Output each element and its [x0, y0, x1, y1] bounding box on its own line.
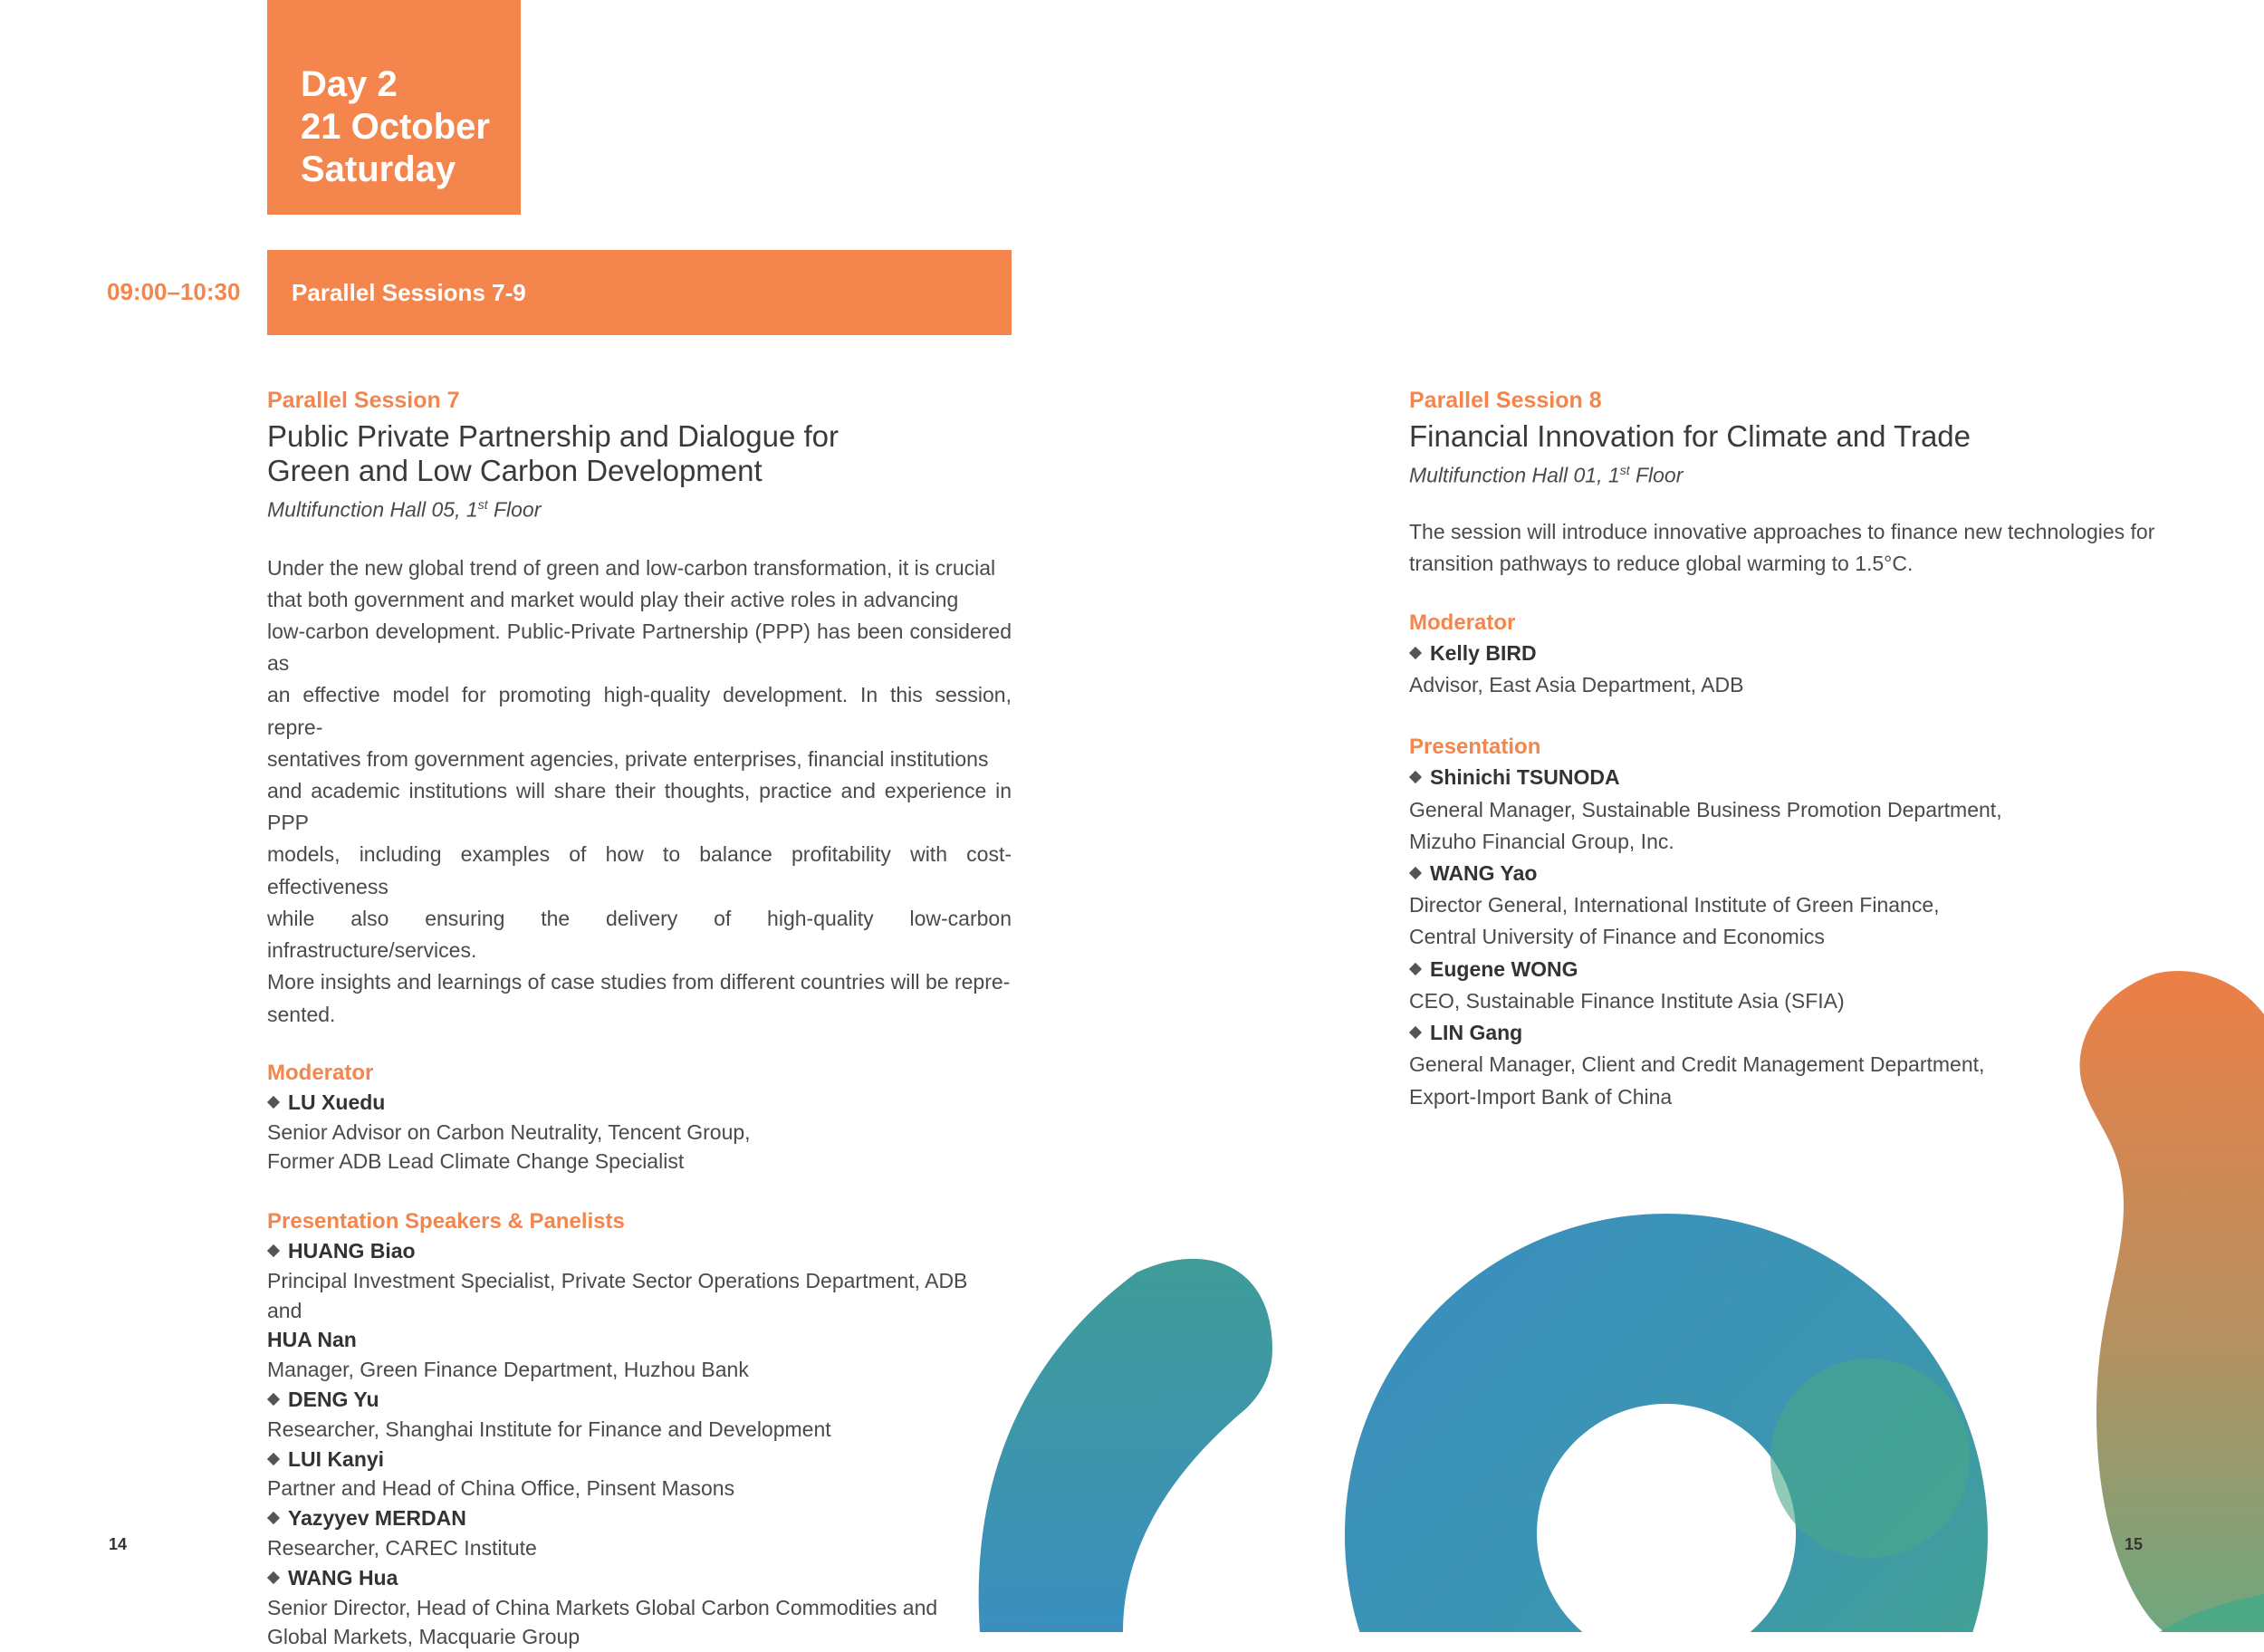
session-7-speakers-heading: Presentation Speakers & Panelists: [267, 1209, 625, 1234]
session-8-title: Financial Innovation for Climate and Trade: [1409, 419, 1971, 453]
description-line: More insights and learnings of case studies from different countries will be repre-: [267, 970, 1011, 994]
speaker-name: HUANG Biao: [267, 1236, 1012, 1266]
speaker-role-line: Senior Director, Head of China Markets Global Carbon Commodities and: [267, 1595, 938, 1619]
speaker-role-line: and: [267, 1298, 302, 1322]
description-line: transition pathways to reduce global warming to 1.5°C.: [1409, 551, 1914, 575]
presenter-role-line: Director General, International Institute of Green Finance,: [1409, 893, 1940, 917]
diamond-bullet-icon: [1409, 771, 1422, 783]
speaker-role-line: Researcher, CAREC Institute: [267, 1536, 537, 1561]
presenter-role-line: Central University of Finance and Economics: [1409, 925, 1825, 949]
description-line: and academic institutions will share their thoughts, practice and experience in PPP: [267, 779, 1012, 835]
page-number-right: 15: [2125, 1535, 2144, 1553]
diamond-bullet-icon: [267, 1453, 280, 1465]
presenter-name: Eugene WONG: [1409, 954, 2179, 985]
session-8-description: [1409, 516, 2179, 580]
day-label: Day 2: [301, 64, 398, 104]
speaker-role-line: Principal Investment Specialist, Private Sector Operations Department, ADB: [267, 1268, 968, 1292]
day-header-box: [267, 0, 521, 215]
session-7-title: [267, 419, 1012, 488]
venue-text: Multifunction Hall 05, 1: [267, 497, 478, 522]
venue-text: Floor: [1629, 463, 1684, 487]
speaker-role-line: Researcher, Shanghai Institute for Finance and Development: [267, 1417, 831, 1441]
moderator-name: LU Xuedu: [267, 1088, 1012, 1118]
session-7-title-line: Green and Low Carbon Development: [267, 454, 763, 487]
date-label: 21 October: [301, 107, 490, 147]
teal-arc-shape: [979, 1259, 1272, 1632]
speaker-name: DENG Yu: [267, 1385, 1012, 1415]
page-number-left: 14: [109, 1535, 128, 1553]
moderator-role-line: Former ADB Lead Climate Change Specialist: [267, 1149, 685, 1174]
diamond-bullet-icon: [267, 1244, 280, 1257]
speaker-entry: [267, 1563, 1012, 1652]
session-7-title-line: Public Private Partnership and Dialogue for: [267, 419, 839, 453]
diamond-bullet-icon: [267, 1512, 280, 1524]
weekday-label: Saturday: [301, 149, 456, 189]
time-slot: 09:00–10:30: [107, 278, 241, 305]
session-7-moderator-heading: Moderator: [267, 1060, 374, 1085]
description-line: models, including examples of how to balance profitability with cost-effectiveness: [267, 842, 1012, 898]
speaker-entry: [267, 1445, 1012, 1504]
speaker-role-line: Global Markets, Macquarie Group: [267, 1625, 580, 1649]
session-8-label: Parallel Session 8: [1409, 388, 1602, 413]
speaker-entry: [267, 1236, 1012, 1385]
moderator-name: Kelly BIRD: [1409, 638, 2179, 669]
moderator-role-line: Senior Advisor on Carbon Neutrality, Tencent Group,: [267, 1119, 751, 1144]
presenter-entry: [1409, 954, 2179, 1017]
presenter-entry: [1409, 1017, 2179, 1113]
session-8: [1409, 385, 2179, 1113]
speaker-role-line: Manager, Green Finance Department, Huzhou Bank: [267, 1358, 749, 1382]
presenter-entry: [1409, 762, 2179, 858]
diamond-bullet-icon: [1409, 867, 1422, 879]
description-line: The session will introduce innovative approaches to finance new technologies for: [1409, 519, 2155, 543]
presenter-entry: [1409, 858, 2179, 954]
description-line: sented.: [267, 1002, 336, 1026]
speaker-name: WANG Hua: [267, 1563, 1012, 1593]
diamond-bullet-icon: [1409, 647, 1422, 659]
session-7-description: [267, 552, 1012, 1031]
presenter-name: WANG Yao: [1409, 858, 2179, 889]
venue-text: Floor: [487, 497, 542, 522]
diamond-bullet-icon: [267, 1571, 280, 1584]
diamond-bullet-icon: [1409, 963, 1422, 975]
description-line: Under the new global trend of green and low-carbon transformation, it is crucial: [267, 555, 996, 580]
description-line: sentatives from government agencies, private enterprises, financial institutions: [267, 746, 989, 771]
presenter-role-line: General Manager, Sustainable Business Promotion Department,: [1409, 797, 2002, 821]
speaker-name: Yazyyev MERDAN: [267, 1503, 1012, 1533]
presenter-role-line: General Manager, Client and Credit Management Department,: [1409, 1052, 1985, 1077]
description-line: low-carbon development. Public-Private Partnership (PPP) has been considered as: [267, 620, 1012, 676]
speaker-entry: [267, 1503, 1012, 1563]
speaker-name: LUI Kanyi: [267, 1445, 1012, 1474]
speaker-role-line: Partner and Head of China Office, Pinsent Masons: [267, 1476, 735, 1501]
presenter-role-line: Mizuho Financial Group, Inc.: [1409, 829, 1674, 853]
speaker-name: HUA Nan: [267, 1328, 357, 1352]
session-8-presentation-heading: Presentation: [1409, 735, 1541, 760]
venue-sup: st: [477, 497, 488, 512]
session-8-venue: [1409, 456, 2179, 490]
diamond-bullet-icon: [267, 1096, 280, 1109]
diamond-bullet-icon: [267, 1393, 280, 1406]
description-line: an effective model for promoting high-quality development. In this session, repre-: [267, 683, 1012, 739]
venue-text: Multifunction Hall 01, 1: [1409, 463, 1620, 487]
presenter-name: Shinichi TSUNODA: [1409, 762, 2179, 793]
venue-sup: st: [1619, 463, 1630, 477]
sessions-bar: Parallel Sessions 7-9: [267, 250, 1012, 335]
session-8-moderator: [1409, 638, 2179, 701]
session-7-label: Parallel Session 7: [267, 388, 460, 413]
session-7: [267, 385, 1012, 1652]
presenter-role-line: CEO, Sustainable Finance Institute Asia (SFIA): [1409, 988, 1845, 1013]
speaker-entry: [267, 1385, 1012, 1445]
presenter-role-line: Export-Import Bank of China: [1409, 1084, 1673, 1109]
session-8-moderator-heading: Moderator: [1409, 610, 1516, 636]
session-7-moderator: [267, 1088, 1012, 1177]
ring-highlight-shape: [1770, 1359, 1970, 1558]
presenter-name: LIN Gang: [1409, 1017, 2179, 1049]
moderator-role-line: Advisor, East Asia Department, ADB: [1409, 673, 1744, 697]
session-7-venue: [267, 490, 1012, 524]
description-line: while also ensuring the delivery of high-quality low-carbon infrastructure/services.: [267, 906, 1012, 963]
diamond-bullet-icon: [1409, 1026, 1422, 1039]
description-line: that both government and market would play their active roles in advancing: [267, 587, 959, 611]
